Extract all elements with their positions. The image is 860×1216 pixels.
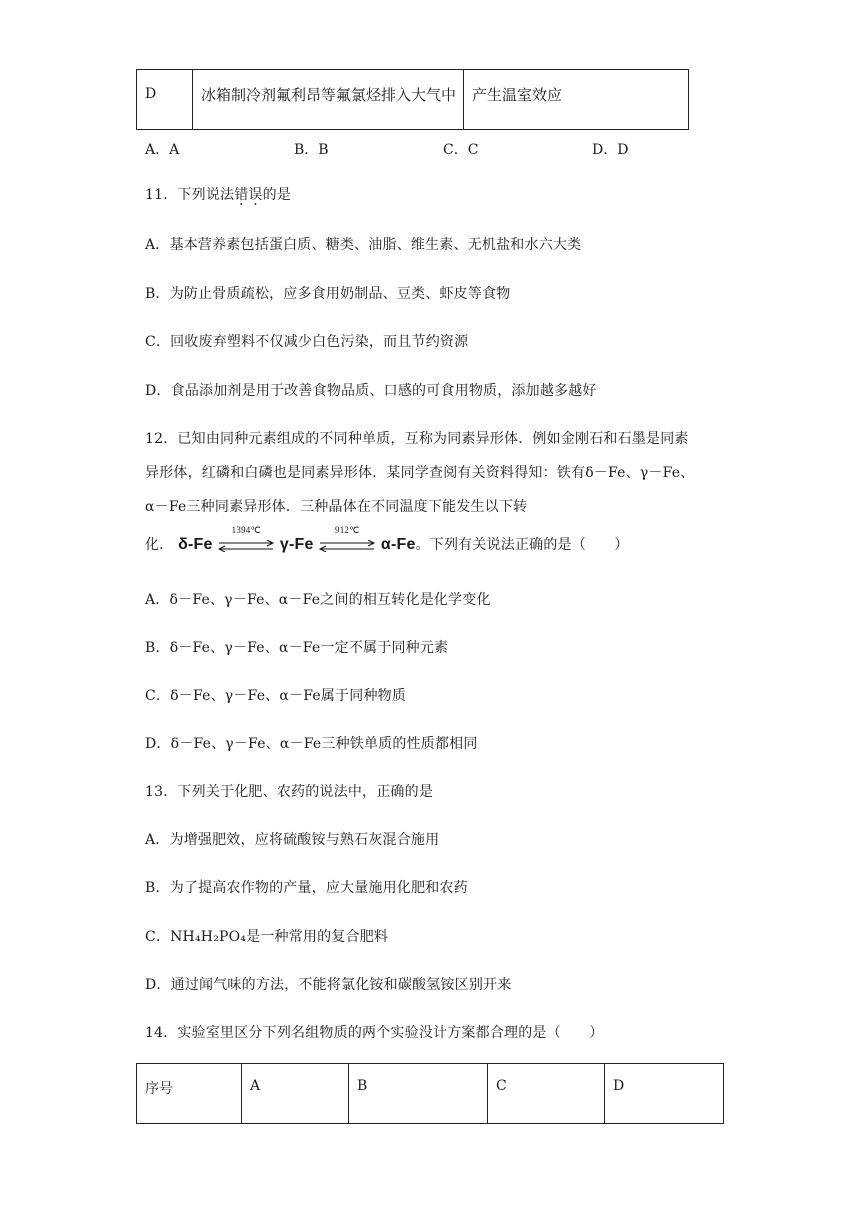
- q12-option-b: B．δ－Fe、γ－Fe、α－Fe一定不属于同种元素: [145, 640, 449, 656]
- q13-option-d: D．通过闻气味的方法，不能将氯化铵和碳酸氢铵区别开来: [145, 977, 512, 993]
- reversible-arrow-912: [318, 525, 376, 555]
- q14-table: [136, 1063, 724, 1124]
- species-gamma-fe: γ-Fe: [279, 536, 314, 553]
- q10-option-c: C．C: [443, 142, 479, 158]
- q12-stem-line4: [145, 525, 629, 555]
- species-delta-fe: δ-Fe: [178, 536, 213, 553]
- q13-option-a: A．为增强肥效，应将硫酸铵与熟石灰混合施用: [145, 832, 440, 848]
- q10-table: [136, 69, 689, 130]
- q14-header-c: C: [488, 1064, 605, 1124]
- q11-option-c: C．回收废弃塑料不仅减少白色污染，而且节约资源: [145, 334, 469, 350]
- q11-stem-post: 的是: [262, 187, 292, 203]
- equilibrium-arrow-icon: [318, 540, 376, 552]
- q12-option-a: A．δ－Fe、γ－Fe、α－Fe之间的相互转化是化学变化: [145, 592, 491, 608]
- q14-header-b: B: [349, 1064, 488, 1124]
- q13-stem: 13．下列关于化肥、农药的说法中，正确的是: [145, 784, 434, 800]
- temp-1394: 1394℃: [231, 525, 261, 535]
- q11-stem-pre: 11．下列说法: [145, 187, 235, 203]
- q12-option-c: C．δ－Fe、γ－Fe、α－Fe属于同种物质: [145, 688, 407, 704]
- reversible-arrow-1394: [217, 525, 275, 555]
- q14-header-no: 序号: [137, 1064, 242, 1124]
- q11-emphasis-2: 误: [248, 187, 263, 203]
- q12-stem-line3: α－Fe三种同素异形体．三种晶体在不同温度下能发生以下转: [145, 499, 528, 515]
- q13-option-b: B．为了提高农作物的产量，应大量施用化肥和农药: [145, 880, 468, 896]
- species-alpha-fe: α-Fe: [380, 536, 416, 553]
- q11-emphasis-1: 错: [234, 187, 249, 203]
- q11-option-b: B．为防止骨质疏松，应多食用奶制品、豆类、虾皮等食物: [145, 286, 511, 302]
- q12-line4-pre: 化．: [145, 537, 174, 553]
- q10-table-letter: D: [137, 70, 193, 130]
- q11-option-a: A．基本营养素包括蛋白质、糖类、油脂、维生素、无机盐和水六大类: [145, 237, 582, 253]
- q14-header-a: A: [242, 1064, 349, 1124]
- q10-option-a: A．A: [145, 142, 180, 158]
- q12-stem-line2: 异形体，红磷和白磷也是同素异形体．某同学查阅有关资料得知：铁有δ－Fe、γ－Fe、: [145, 465, 695, 481]
- q10-option-d: D．D: [592, 142, 629, 158]
- q10-table-effect: 产生温室效应: [464, 70, 689, 130]
- temp-912: 912℃: [335, 525, 360, 535]
- q12-option-d: D．δ－Fe、γ－Fe、α－Fe三种铁单质的性质都相同: [145, 736, 478, 752]
- q11-stem: [145, 184, 291, 204]
- q13-option-c: C．NH₄H₂PO₄是一种常用的复合肥料: [145, 929, 389, 945]
- q10-option-b: B．B: [294, 142, 329, 158]
- q11-option-d: D．食品添加剂是用于改善食物品质、口感的可食用物质，添加越多越好: [145, 383, 597, 399]
- q10-table-fact: 冰箱制冷剂氟利昂等氟氯烃排入大气中: [193, 70, 464, 130]
- q12-stem-line1: 12．已知由同种元素组成的不同种单质，互称为同素异形体．例如金刚石和石墨是同素: [145, 431, 689, 447]
- q12-line4-post: 。下列有关说法正确的是（ ）: [415, 537, 629, 553]
- q14-header-d: D: [605, 1064, 724, 1124]
- equilibrium-arrow-icon: [217, 540, 275, 552]
- q14-stem: 14．实验室里区分下列名组物质的两个实验没计方案都合理的是（ ）: [145, 1025, 604, 1041]
